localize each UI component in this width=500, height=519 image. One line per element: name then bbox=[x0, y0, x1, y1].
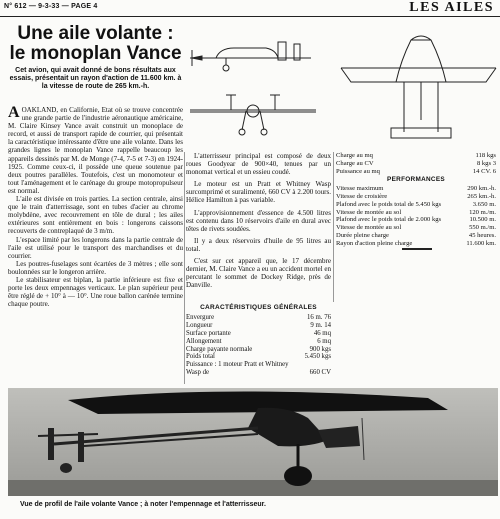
paragraph-mid-3: L'approvisionnement d'essence de 4.500 litres est contenu dans 10 réservoirs d'aile en dural avec têtes de rivets soudées. bbox=[186, 208, 331, 233]
photo-caption: Vue de profil de l'aile volante Vance ; à noter l'empennage et l'atterrisseur. bbox=[20, 501, 266, 508]
side-view-drawing bbox=[190, 42, 311, 71]
specs-row: Envergure 16 m. 76 bbox=[186, 313, 331, 321]
issue-line: N° 612 — 9-3-33 — PAGE 4 bbox=[4, 3, 98, 10]
specs-row: Surface portante 46 mq bbox=[186, 329, 331, 337]
three-view-drawings bbox=[186, 20, 498, 150]
paragraph-1: OAKLAND, en Californie, Etat où se trouve concentrée une grande partie de l'industrie aéronautique américaine, M. Claire Kinsey Vance avait construit un monoplace de record, et aussi de transport rapide de courrier, qui présentait la caractéristique intéressante d'être une aile volante. Dans les grandes lignes le monoplan Vance rappelle beaucoup les appareils dessinés par M. de Monge (7-4, 7-5 et 7-3) en 1924-1925. Comme ceux-ci, il possède une queue soutenue par deux poutres parallèles. Toutefois, c'est un monomoteur et tout l'aménagement et le carénage du groupe motopropulseur est normal. bbox=[8, 106, 183, 195]
title-line-2: le monoplan Vance bbox=[9, 43, 182, 64]
perf-title: PERFORMANCES bbox=[387, 176, 445, 184]
specs-row: Puissance : 1 moteur Pratt et Whitney Wasp de 660 CV bbox=[186, 361, 331, 377]
paragraph-3: L'espace limité par les longerons dans la partie centrale de l'aile est utilisé pour le transport des marchandises et du courrier. bbox=[8, 235, 183, 260]
article-title bbox=[8, 24, 183, 64]
article-lead: Cet avion, qui avait donné de bons résultats aux essais, présentait un rayon d'action de 11.600 km. à la vitesse de route de 265 km.-h. bbox=[9, 67, 182, 91]
specs-table bbox=[186, 304, 331, 377]
column-rule bbox=[184, 152, 185, 384]
paragraph-2: L'aile est divisée en trois parties. La section centrale, ainsi que le train d'atterrissage, sont en tubes d'acier au chrome molybdène, avec recouvrement en tôle de dural ; les ailes extérieures sont entièrement en bois : longerons caissons recouverts de contreplaqué de 3 m/m. bbox=[8, 195, 183, 236]
perf-row: Puissance au mq 14 CV. 6 bbox=[336, 167, 496, 175]
perf-row: Charge au CV 8 kgs 3 bbox=[336, 159, 496, 167]
paragraph-mid-4: Il y a deux réservoirs d'huile de 95 litres au total. bbox=[186, 236, 331, 253]
paragraph-mid-1: L'atterrisseur principal est composé de deux roues Goodyear de 900×40, tenues par un monomat vertical et un essieu coudé. bbox=[186, 152, 331, 177]
title-line-1: Une aile volante : bbox=[17, 23, 174, 44]
perf-row: Durée pleine charge 45 heures. bbox=[336, 231, 496, 239]
perf-row: Rayon d'action pleine charge 11.600 km. bbox=[336, 239, 496, 247]
perf-row: Plafond avec le poids total de 5.450 kgs 3.650 m. bbox=[336, 200, 496, 208]
aircraft-photo bbox=[8, 388, 498, 496]
paragraph-4: Les poutres-fuselages sont écartées de 3 mètres ; elle sont boulonnées sur le longeron arrière. bbox=[8, 259, 183, 276]
performance-table bbox=[336, 152, 496, 248]
article-body-left bbox=[8, 106, 183, 308]
perf-row: Charge au mq 118 kgs bbox=[336, 152, 496, 159]
perf-row: Plafond avec le poids total de 2.000 kgs 10.500 m. bbox=[336, 216, 496, 224]
perf-row: Vitesse de montée au sol 120 m./m. bbox=[336, 208, 496, 216]
perf-row: Vitesse de montée au sol 550 m./m. bbox=[336, 224, 496, 232]
section-divider bbox=[402, 248, 432, 250]
specs-row: Longueur 9 m. 14 bbox=[186, 321, 331, 329]
perf-row: Vitesse maximum 290 km.-h. bbox=[336, 185, 496, 193]
specs-row: Charge payante normale 900 kgs bbox=[186, 345, 331, 353]
paragraph-mid-2: Le moteur est un Pratt et Whitney Wasp surcomprimé et suralimenté, 660 CV à 2.200 tours. Hélice Hamilton à pas variable. bbox=[186, 180, 331, 205]
drop-cap: A bbox=[8, 104, 20, 121]
paragraph-mid-5: C'est sur cet appareil que, le 17 décembre dernier, M. Claire Vance a eu un accident mortel en percutant le sommet de Dockey Ridge, près de Danville. bbox=[186, 257, 331, 290]
specs-row: Poids total 5.450 kgs bbox=[186, 353, 331, 361]
journal-title: LES AILES bbox=[409, 0, 494, 15]
column-rule bbox=[333, 152, 334, 302]
specs-row: Allongement 6 mq bbox=[186, 337, 331, 345]
plan-view-drawing bbox=[341, 36, 496, 138]
article-body-middle bbox=[186, 152, 331, 293]
front-view-drawing bbox=[190, 95, 316, 135]
specs-title: CARACTÉRISTIQUES GÉNÉRALES bbox=[200, 304, 317, 311]
paragraph-5: Le stabilisateur est biplan, la partie inférieure est fixe et porte les deux empennages verticaux. Le plan supérieur peut être réglé de + 10° à — 10°. Une roue ballon carénée termine chaque poutre. bbox=[8, 275, 183, 309]
perf-row: Vitesse de croisière 265 km.-h. bbox=[336, 192, 496, 200]
